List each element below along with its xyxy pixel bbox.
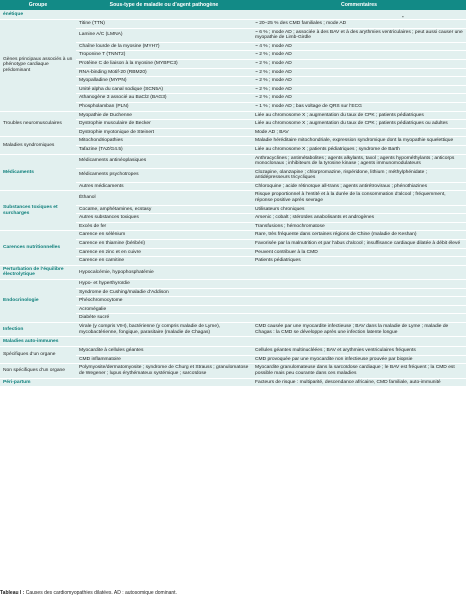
comment-cell: Utilisateurs chroniques (252, 205, 466, 214)
subtype-cell: Carence en carnitine (76, 257, 252, 266)
table-row (0, 231, 466, 240)
section-row (0, 10, 466, 20)
comment-cell (252, 280, 466, 289)
comment-cell: Cellules géantes multinucléées ; BAV et arythmies ventriculaires fréquents (252, 347, 466, 356)
group-medications: Médicaments (0, 154, 76, 191)
subtype-cell: RNA-binding Motif-20 (RBM20) (76, 68, 252, 77)
subtype-cell: Hypocalcémie, hypophosphatémie (76, 265, 252, 279)
subtype-cell: Myopalladine (MYPN) (76, 77, 252, 86)
comment-cell: Liée au chromosome X ; patients pédiatriques ; syndrome de Barth (252, 145, 466, 154)
comment-cell: ~ 2 % ; mode AD (252, 94, 466, 103)
subtype-cell: Autres substances toxiques (76, 214, 252, 223)
group-non-organ-specific: Non spécifiques d’un organe (0, 364, 76, 378)
table-row (0, 154, 466, 168)
group-organ-specific: Spécifiques d’un organe (0, 347, 76, 364)
comment-cell: Patients pédiatriques (252, 257, 466, 266)
subtype-cell: Tafazine (TAZ/G4.5) (76, 145, 252, 154)
comment-cell (252, 288, 466, 297)
subtype-cell: Carence en thiamine (béribéri) (76, 240, 252, 249)
table-row (0, 137, 466, 146)
table-row (0, 280, 466, 289)
header-comments: Commentaires - (252, 0, 466, 10)
comment-cell: Myocardite granulomateuse dans la sarcoïdose cardiaque ; le BAV est fréquent ; la CMD est possible mais peu courante dans ces maladies (252, 364, 466, 378)
section-autoimmune: Maladies auto-immunes (0, 337, 466, 347)
comment-cell: Favorisée par la malnutrition et par l’abus d’alcool ; insuffisance cardiaque dilatée à débit élevé (252, 240, 466, 249)
subtype-cell: Dystrophie myotonique de Steinert (76, 128, 252, 137)
subtype-cell: Unité alpha du canal sodique (SCN5A) (76, 85, 252, 94)
subtype-cell: Mitochondriopathies (76, 137, 252, 146)
comment-cell: Mode AD ; BAV (252, 128, 466, 137)
subtype-cell: Athanogène 3 associé au BaCl2 (BAG3) (76, 94, 252, 103)
table-header (0, 0, 466, 10)
subtype-cell: Cocaïne, amphétamines, ecstasy (76, 205, 252, 214)
subtype-cell: Hypo- et hyperthyroïdie (76, 280, 252, 289)
group-syndromic: Maladies syndromiques (0, 137, 76, 154)
table-row (0, 378, 466, 387)
table-caption (0, 590, 177, 596)
comment-cell: ~ 2 % ; mode AD (252, 51, 466, 60)
comment-cell: ~ 20–25 % des CMD familiales ; mode AD (252, 20, 466, 29)
subtype-cell: Polymyosite/dermatomyosite ; syndrome de Churg et Strauss ; granulomatose de Wegener ; lupus érythémateux systémique ; sarcoïdose (76, 364, 252, 378)
comment-cell: Chloroquine ; acide rétinoïque all-trans ; agents antirétroviraux ; phénothiazines (252, 182, 466, 191)
comment-cell: Clozapine, olanzapine ; chlorpromazine, rispéridone, lithium ; méthylphénidate ; antidépresseurs tricycliques (252, 168, 466, 182)
comment-cell: Anthracyclines ; antimétabolites ; agents alkylants, taxol ; agents hypométhylants ; anticorps monoclonaux ; inhibiteurs de la tyrosine kinase ; agents immunomodulateurs (252, 154, 466, 168)
subtype-cell (76, 378, 252, 387)
table-row (0, 347, 466, 356)
comment-cell: ~ 4 % ; mode AD (252, 42, 466, 51)
comment-cell: ~ 2 % ; mode AD (252, 68, 466, 77)
group-endocrinology: Endocrinologie (0, 280, 76, 323)
group-genes: Gènes principaux associés à un phénotype cardiaque prédominant (0, 20, 76, 112)
subtype-cell: Excès de fer (76, 222, 252, 231)
subtype-cell: Chaîne lourde de la myosine (MYH7) (76, 42, 252, 51)
table-row (0, 111, 466, 120)
group-neuromuscular: Troubles neuromusculaires (0, 111, 76, 137)
subtype-cell: Éthanol (76, 191, 252, 205)
subtype-cell: Phospholamban (PLN) (76, 102, 252, 111)
subtype-cell: Myocardite à cellules géantes (76, 347, 252, 356)
comment-cell: Facteurs de risque : multiparité, descendance africaine, CMD familiale, auto-immunité (252, 378, 466, 387)
comment-cell: ~ 6 % ; mode AD ; associée à des BAV et à des arythmies ventriculaires ; peut aussi causer une myopathie de Limb-Girdle (252, 28, 466, 42)
section-genetique: énétique (0, 10, 466, 20)
comment-cell: Risque proportionnel à l’entité et à la durée de la consommation d’alcool ; fréquemment, réponse positive après sevrage (252, 191, 466, 205)
subtype-cell: Troponine T (TNNT2) (76, 51, 252, 60)
group-toxics: Substances toxiques et surcharges (0, 191, 76, 231)
table-row (0, 322, 466, 336)
subtype-cell: Médicaments psychotropes (76, 168, 252, 182)
subtype-cell: Lamine A/C (LMNA) (76, 28, 252, 42)
subtype-cell: Autres médicaments (76, 182, 252, 191)
subtype-cell: Acromégalie (76, 305, 252, 314)
table-row (0, 191, 466, 205)
subtype-cell: Carence en sélénium (76, 231, 252, 240)
subtype-cell: Virale (y compris VIH), bactérienne (y compris maladie de Lyme), mycobactérienne, fongique, parasitaire (maladie de Chagas) (76, 322, 252, 336)
subtype-cell: Médicaments antinéoplasiques (76, 154, 252, 168)
caption-label: Tableau I : (0, 590, 25, 596)
caption-text: Causes des cardiomyopathies dilatées. AD : autosomique dominant. (24, 590, 177, 596)
group-peripartum: Péri-partum (0, 378, 76, 387)
group-electrolyte: Perturbation de l’équilibre électrolytique (0, 265, 76, 279)
subtype-cell: CMD inflammatoire (76, 355, 252, 364)
subtype-cell: Myopathie de Duchenne (76, 111, 252, 120)
comment-cell: Liée au chromosome X ; augmentation du taux de CPK ; patients pédiatriques (252, 111, 466, 120)
group-nutrition: Carences nutritionnelles (0, 231, 76, 265)
comment-cell: Transfusions ; hémochromatose (252, 222, 466, 231)
comment-cell: Maladie héréditaire mitochondriale, expression syndromique dont la myopathie squelettique (252, 137, 466, 146)
comment-cell: Peuvent contribuer à la CMD (252, 248, 466, 257)
comment-cell (252, 265, 466, 279)
comment-cell: ~ 2 % ; mode AD (252, 85, 466, 94)
comment-cell: Arsenic ; cobalt ; stéroïdes anabolisants et androgènes (252, 214, 466, 223)
section-row (0, 337, 466, 347)
subtype-cell: Diabète sucré (76, 314, 252, 323)
table-row (0, 364, 466, 378)
subtype-cell: Phéochromocytome (76, 297, 252, 306)
comment-cell: ~ 2 % ; mode AD (252, 59, 466, 68)
comment-cell (252, 297, 466, 306)
subtype-cell: Titine (TTN) (76, 20, 252, 29)
subtype-cell: Carence en zinc et en cuivre (76, 248, 252, 257)
header-group: Groupe (0, 0, 76, 10)
comment-cell: CMD causée par une myocardite infectieuse ; BAV dans la maladie de Lyme ; maladie de Chagas : la CMD se développe après une infection latente longue (252, 322, 466, 336)
top-mark: - (402, 14, 404, 20)
group-infection: Infection (0, 322, 76, 336)
table-row (0, 20, 466, 29)
comment-cell: Rare, très fréquente dans certaines régions de Chine (maladie de Keshan) (252, 231, 466, 240)
comment-cell: Liée au chromosome X ; augmentation du taux de CPK ; patients pédiatriques ou adultes (252, 120, 466, 129)
comment-cell (252, 314, 466, 323)
comment-cell: ~ 2 % ; mode AD (252, 77, 466, 86)
comment-cell (252, 305, 466, 314)
table-row (0, 265, 466, 279)
header-subtype: Sous-type de maladie ou d’agent pathogène (76, 0, 252, 10)
comment-cell: ~ 1 % ; mode AD ; bas voltage de QRS sur l’ECG (252, 102, 466, 111)
subtype-cell: Syndrome de Cushing/maladie d’Addison (76, 288, 252, 297)
comment-cell: CMD provoquée par une myocardite non infectieuse prouvée par biopsie (252, 355, 466, 364)
subtype-cell: Protéine C de liaison à la myosine (MYBPC3) (76, 59, 252, 68)
subtype-cell: Dystrophie musculaire de Becker (76, 120, 252, 129)
